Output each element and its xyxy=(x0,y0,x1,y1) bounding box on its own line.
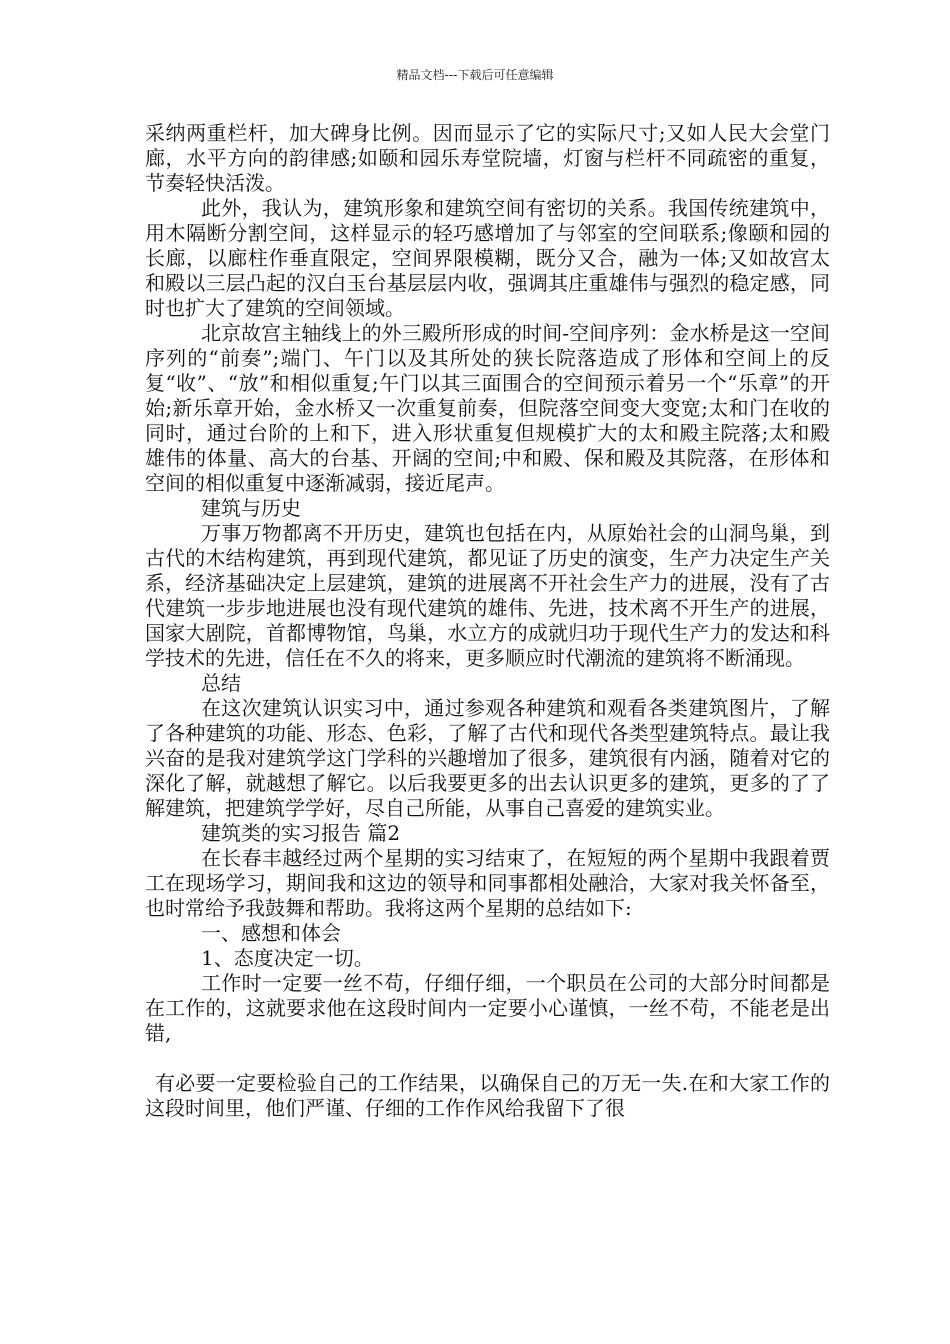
paragraph: 工作时一定要一丝不苟，仔细仔细，一个职员在公司的大部分时间都是在工作的，这就要求他在这段时间内一定要小心谨慎，一丝不苟，不能老是出错, xyxy=(145,971,830,1045)
section-heading: 总结 xyxy=(201,671,241,695)
page-break-gap xyxy=(145,1046,830,1071)
paragraph: 此外，我认为，建筑形象和建筑空间有密切的关系。我国传统建筑中，用木隔断分割空间，这样显示的轻巧感增加了与邻室的空间联系;像颐和园的长廊，以廊柱作垂直限定，空间界限模糊，既分又合，融为一体;又如故宫太和殿以三层凸起的汉白玉台基层层内收，强调其庄重雄伟与强烈的稳定感，同时也扩大了建筑的空间领域。 xyxy=(145,196,830,320)
section-heading: 一、感想和体会 xyxy=(201,921,341,945)
section-heading: 建筑与历史 xyxy=(201,496,301,520)
paragraph: 在长春丰越经过两个星期的实习结束了，在短短的两个星期中我跟着贾工在现场学习，期间我和这边的领导和同事都相处融洽，大家对我关怀备至，也时常给予我鼓舞和帮助。我将这两个星期的总结如下: xyxy=(145,846,830,920)
document-body xyxy=(145,121,830,1121)
section-heading: 1、态度决定一切。 xyxy=(201,946,374,970)
paragraph: 万事万物都离不开历史，建筑也包括在内，从原始社会的山洞鸟巢，到古代的木结构建筑，再到现代建筑，都见证了历史的演变，生产力决定生产关系，经济基础决定上层建筑，建筑的进展离不开社会生产力的进展，没有了古代建筑一步步地进展也没有现代建筑的雄伟、先进，技术离不开生产的进展，国家大剧院，首都博物馆，鸟巢，水立方的成就归功于现代生产力的发达和科学技术的先进，信任在不久的将来，更多顺应时代潮流的建筑将不断涌现。 xyxy=(145,521,830,670)
section-heading: 建筑类的实习报告 篇2 xyxy=(201,821,401,845)
paragraph: 有必要一定要检验自己的工作结果，以确保自己的万无一失.在和大家工作的这段时间里，他们严谨、仔细的工作作风给我留下了很 xyxy=(145,1071,830,1120)
page-header: 精品文档---下载后可任意编辑 xyxy=(396,68,554,82)
paragraph: 北京故宫主轴线上的外三殿所形成的时间-空间序列：金水桥是这一空间序列的“前奏”;端门、午门以及其所处的狭长院落造成了形体和空间上的反复“收”、“放”和相似重复;午门以其三面围合的空间预示着另一个“乐章”的开始;新乐章开始，金水桥又一次重复前奏，但院落空间变大变宽;太和门在收的同时，通过台阶的上和下，进入形状重复但规模扩大的太和殿主院落;太和殿雄伟的体量、高大的台基、开阔的空间;中和殿、保和殿及其院落，在形体和空间的相似重复中逐渐减弱，接近尾声。 xyxy=(145,321,830,495)
paragraph: 在这次建筑认识实习中，通过参观各种建筑和观看各类建筑图片，了解了各种建筑的功能、形态、色彩，了解了古代和现代各类型建筑特点。最让我兴奋的是我对建筑学这门学科的兴趣增加了很多，建筑很有内涵，随着对它的深化了解，就越想了解它。以后我要更多的出去认识更多的建筑，更多的了了解建筑，把建筑学学好，尽自己所能，从事自己喜爱的建筑实业。 xyxy=(145,696,830,820)
paragraph: 采纳两重栏杆，加大碑身比例。因而显示了它的实际尺寸;又如人民大会堂门廊，水平方向的韵律感;如颐和园乐寿堂院墙，灯窗与栏杆不同疏密的重复，节奏轻快活泼。 xyxy=(145,121,830,195)
